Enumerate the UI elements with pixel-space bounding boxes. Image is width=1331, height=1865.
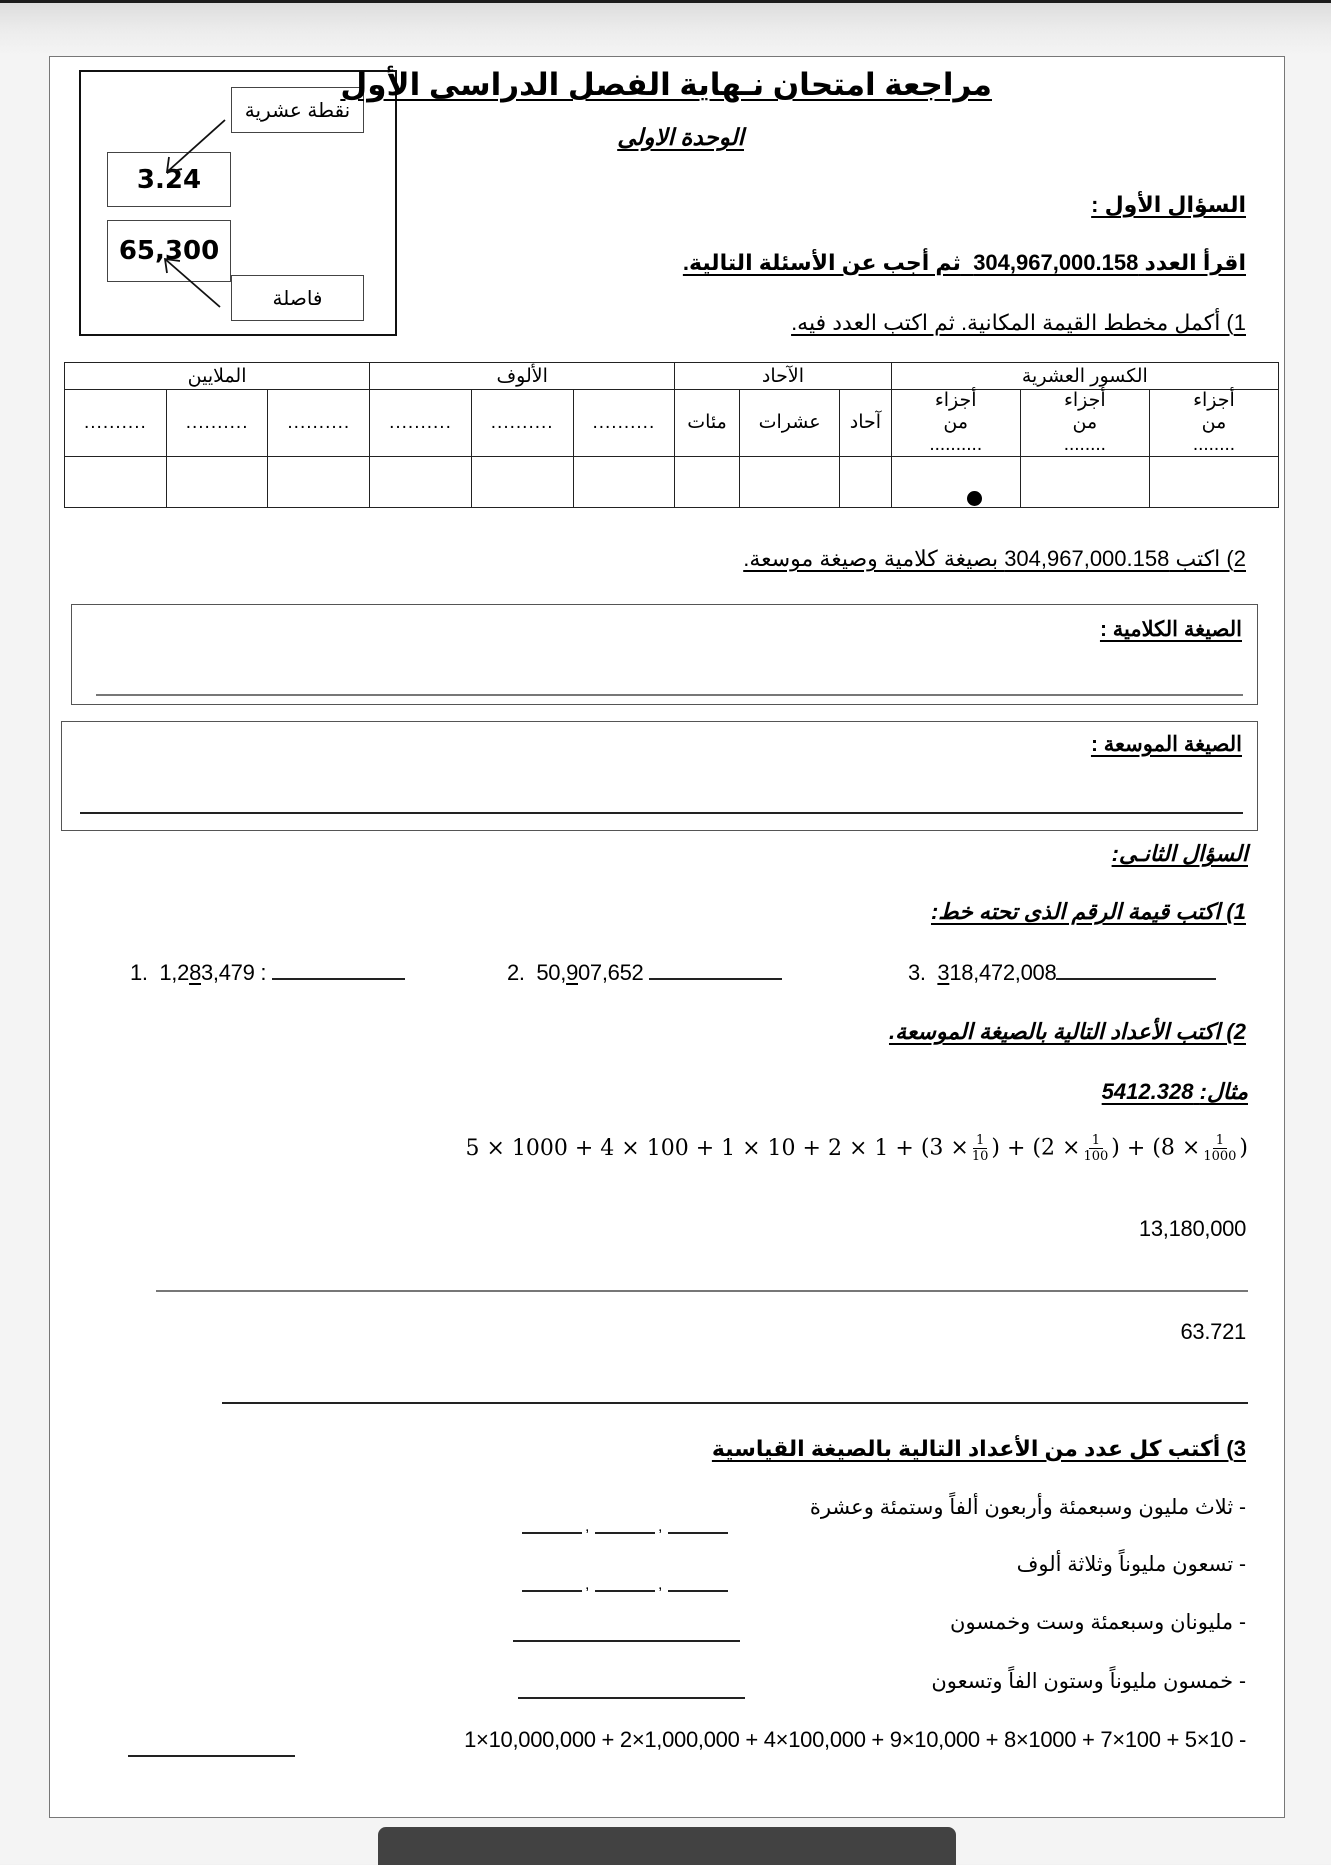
- col-thousands-blank[interactable]: ..........: [573, 390, 675, 457]
- viewer-top-bar: [0, 0, 1331, 3]
- example-number: 5412.328: [1101, 1079, 1194, 1104]
- question1-part1: 1) أكمل مخطط القيمة المكانية. ثم اكتب العدد فيه.: [791, 310, 1246, 335]
- group-thousands: الألوف: [370, 363, 675, 390]
- word-number-1: - ثلاث مليون وسبعمئة وأربعون ألفاً وستمئة وعشرة: [809, 1496, 1246, 1519]
- answer-blank[interactable]: [272, 978, 405, 980]
- standard-form-blank-1[interactable]: , ,: [522, 1514, 732, 1534]
- col-hundredths-header: أجزاء من ........: [1020, 390, 1149, 457]
- expand-answer-line-1[interactable]: [156, 1290, 1248, 1292]
- word-form-label: الصيغة الكلامية :: [1099, 618, 1242, 641]
- question2-heading: السؤال الثانـى:: [1111, 841, 1248, 866]
- col-hundred-thousands-blank[interactable]: ..........: [370, 390, 472, 457]
- expanded-to-standard-problem: 1×10,000,000 + 2×1,000,000 + 4×100,000 + 9×10,000 + 8×1000 + 7×100 + 5×10 -: [464, 1727, 1246, 1752]
- page-title: مراجعة امتحان نـهاية الفصل الدراسى الأول: [340, 67, 992, 102]
- question2-part2: 2) اكتب الأعداد التالية بالصيغة الموسعة.: [888, 1019, 1246, 1044]
- underlined-item-3: 3. 318,472,008: [908, 960, 1216, 986]
- question2-part1: 1) اكتب قيمة الرقم الذى تحته خط:: [930, 899, 1246, 924]
- answer-blank[interactable]: [1056, 978, 1216, 980]
- legend-box: [79, 70, 397, 336]
- word-number-3: - مليونان وسبعمئة وست وخمسون: [950, 1611, 1246, 1634]
- word-form-answer-line[interactable]: [96, 694, 1243, 696]
- answer-cell[interactable]: [675, 457, 740, 508]
- col-thousandths-header: أجزاء من ..........: [891, 390, 1020, 457]
- viewer-bottom-toolbar[interactable]: [378, 1827, 956, 1865]
- expand-answer-line-2[interactable]: [222, 1402, 1248, 1404]
- example-expanded-form: [465, 1133, 1248, 1164]
- answer-cell[interactable]: [268, 457, 370, 508]
- answer-cell[interactable]: [65, 457, 167, 508]
- instruction-prefix: اقرأ العدد: [1144, 250, 1246, 275]
- question2-part3: 3) أكتب كل عدد من الأعداد التالية بالصيغة القياسية: [711, 1436, 1246, 1461]
- arrows-graphic: [81, 72, 399, 338]
- place-value-table: [64, 362, 1279, 508]
- answer-cell[interactable]: [739, 457, 839, 508]
- fraction-term-1: (3 × $\frac{1}{10}$ ): [920, 1133, 1000, 1164]
- group-decimal-fractions: الكسور العشرية: [891, 363, 1278, 390]
- underlined-item-1: 1. 1,283,479 :: [130, 960, 405, 986]
- question1-heading: السؤال الأول :: [1091, 192, 1246, 217]
- underlined-item-2: 2. 50,907,652: [507, 960, 782, 986]
- decimal-point-marker-icon: [967, 491, 982, 506]
- expanded-form-answer-line[interactable]: [80, 812, 1243, 814]
- given-number: 304,967,000.158: [973, 250, 1139, 275]
- question1-part2: 2) اكتب 304,967,000.158 بصيغة كلامية وصيغة موسعة.: [743, 546, 1246, 571]
- expand-number-1: 13,180,000: [1138, 1216, 1246, 1241]
- standard-form-blank-3[interactable]: [513, 1640, 740, 1642]
- table-column-row: [65, 390, 1279, 457]
- exam-page: [49, 56, 1285, 1818]
- col-ones-header: آحاد: [840, 390, 891, 457]
- example-label: مثال:: [1199, 1079, 1248, 1104]
- underlined-digit: 3: [937, 960, 950, 985]
- answer-blank[interactable]: [649, 978, 782, 980]
- col-millions-blank[interactable]: ..........: [268, 390, 370, 457]
- col-ten-thousands-blank[interactable]: ..........: [471, 390, 573, 457]
- answer-cell[interactable]: [471, 457, 573, 508]
- col-hundreds-header: مئات: [675, 390, 740, 457]
- col-hundred-millions-blank[interactable]: ..........: [65, 390, 167, 457]
- example-heading: [1102, 1079, 1248, 1105]
- arrow-to-decimal-icon: [167, 120, 225, 172]
- unit-subtitle: الوحدة الاولى: [617, 124, 744, 150]
- col-tens-header: عشرات: [739, 390, 839, 457]
- plus-sign: +: [999, 1136, 1033, 1161]
- word-form-box: [71, 604, 1258, 705]
- expanded-form-box: [61, 721, 1258, 831]
- group-millions: الملايين: [65, 363, 370, 390]
- decimal-example: 3.24: [136, 164, 202, 195]
- instruction-suffix: ثم أجب عن الأسئلة التالية.: [682, 250, 961, 275]
- fraction-term-2: (2 × $\frac{1}{100}$ ): [1032, 1133, 1120, 1164]
- answer-cell[interactable]: [370, 457, 472, 508]
- expanded-form-label: الصيغة الموسعة :: [1090, 733, 1242, 756]
- answer-cell[interactable]: [573, 457, 675, 508]
- underlined-digit: 9: [566, 960, 578, 985]
- col-tenths-header: أجزاء من ........: [1149, 390, 1278, 457]
- answer-cell[interactable]: [840, 457, 891, 508]
- question1-instruction: [683, 250, 1246, 276]
- expand-number-2: 63.721: [1180, 1319, 1246, 1344]
- group-ones: الآحاد: [675, 363, 891, 390]
- answer-cell[interactable]: [1149, 457, 1278, 508]
- comma-label: فاصلة: [272, 287, 323, 310]
- example-whole-part: 5 × 1000 + 4 × 100 + 1 × 10 + 2 × 1 +: [465, 1136, 921, 1161]
- underlined-digit: 8: [189, 960, 201, 985]
- expanded-to-standard-blank[interactable]: [128, 1755, 295, 1757]
- word-number-4: - خمسون مليوناً وستون الفاً وتسعون: [931, 1670, 1246, 1693]
- col-ten-millions-blank[interactable]: ..........: [166, 390, 268, 457]
- word-number-2: - تسعون مليوناً وثلاثة ألوف: [1016, 1553, 1246, 1576]
- standard-form-blank-4[interactable]: [518, 1697, 745, 1699]
- decimal-point-label: نقطة عشرية: [244, 99, 351, 122]
- answer-cell[interactable]: [1020, 457, 1149, 508]
- answer-cell[interactable]: [891, 457, 1020, 508]
- answer-cell[interactable]: [166, 457, 268, 508]
- table-group-row: [65, 363, 1279, 390]
- arrow-to-comma-icon: [165, 259, 220, 307]
- table-answer-row: [65, 457, 1279, 508]
- fraction-term-3: (8 × $\frac{1}{1000}$ ): [1152, 1133, 1248, 1164]
- plus-sign: +: [1119, 1136, 1153, 1161]
- comma-example: 65,300: [118, 236, 220, 266]
- standard-form-blank-2[interactable]: , ,: [522, 1572, 732, 1592]
